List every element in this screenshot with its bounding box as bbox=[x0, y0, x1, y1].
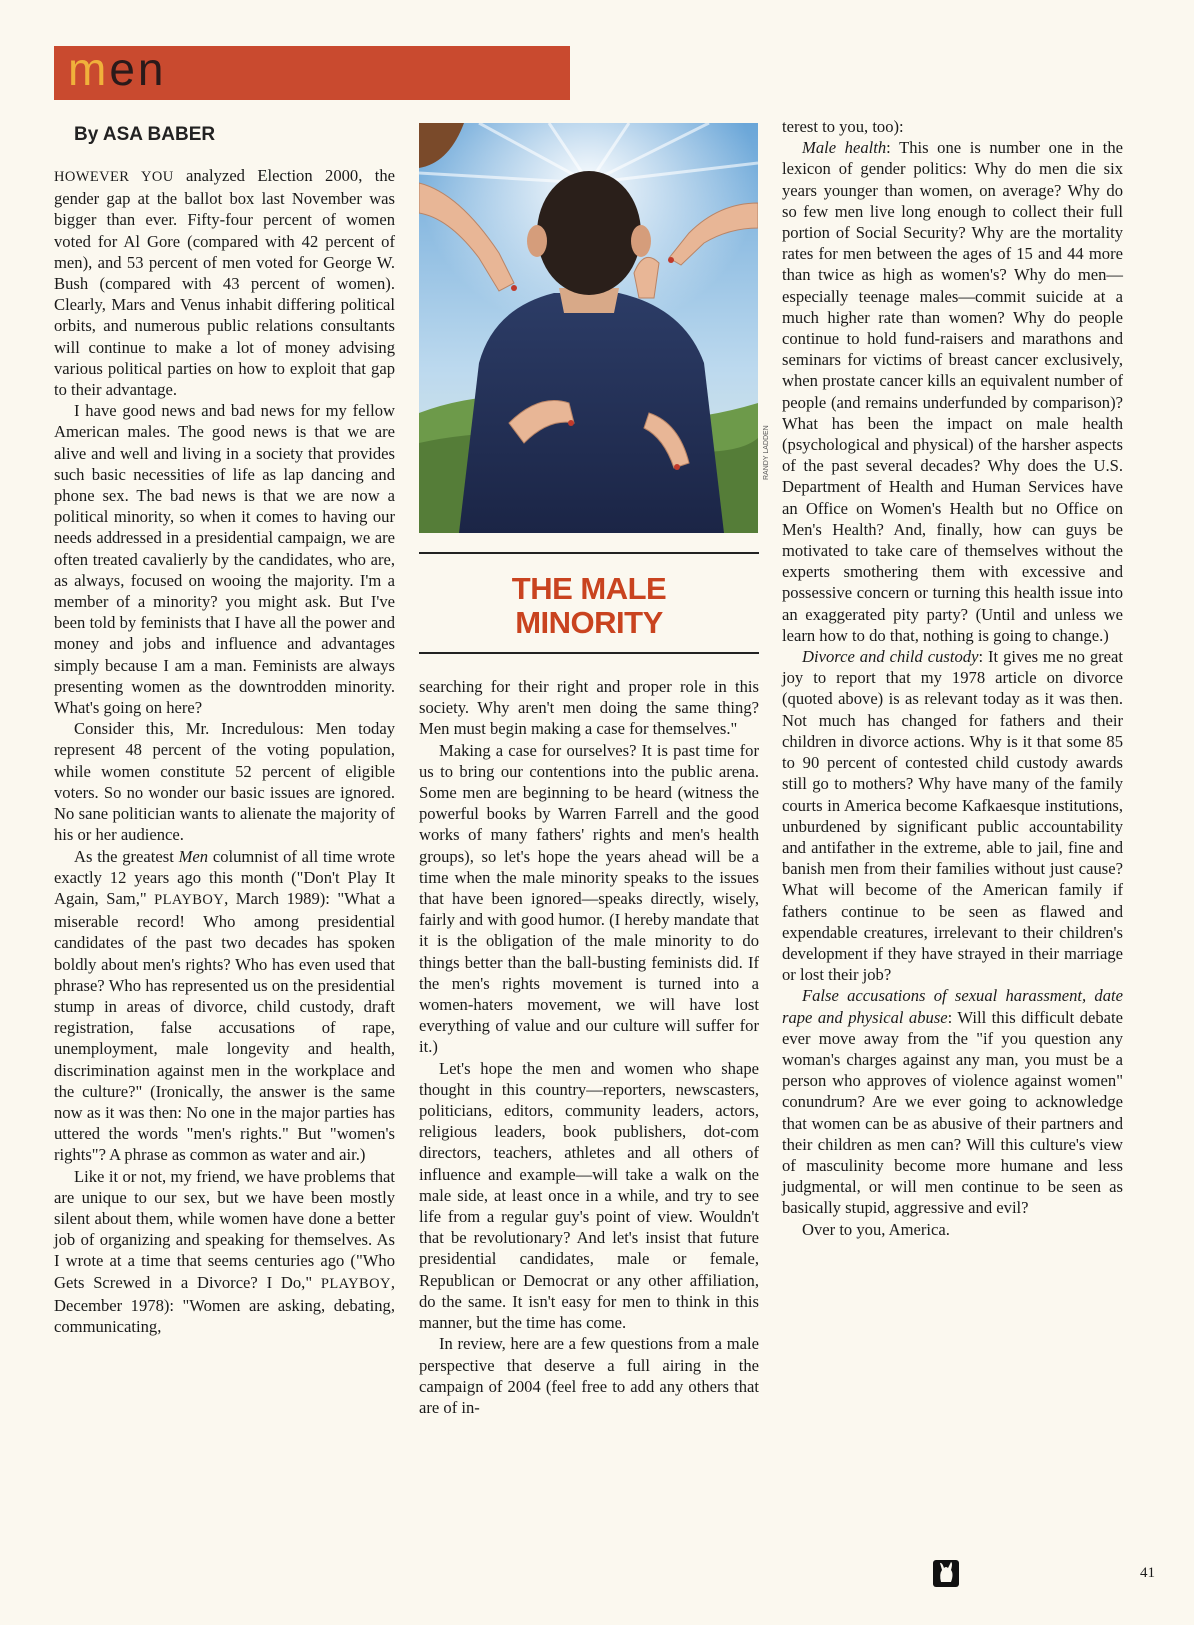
rabbit-head-logo-icon bbox=[933, 1560, 959, 1587]
article-column-3 bbox=[782, 116, 1123, 1240]
paragraph: Consider this, Mr. Incredulous: Men today represent 48 percent of the voting population, while women constitute 52 percent of eligible voters. So no wonder our basic issues are ignored. No sane politician wants to alienate the majority of his or her audience. bbox=[54, 719, 395, 845]
paragraph: HOWEVER YOU analyzed Election 2000, the gender gap at the ballot box last November was bigger than ever. Fifty-four percent of women voted for Al Gore (compared with 42 percent of men), and 53 percent of men voted for George W. Bush (compared with 43 percent of women). Clearly, Mars and Venus inhabit differing political orbits, and numerous public relations consultants will continue to make a lot of money advising various political parties on how to exploit that gap to their advantage. bbox=[54, 166, 396, 400]
paragraph: False accusations of sexual harassment, date rape and physical abuse: Will this difficult debate ever move away from the "if you question any woman's charges against any man, you must be a person who approves of violence against women" conundrum? Are we ever going to acknowledge that women can be as abusive of their partners and their children as men can? Will this culture's view of masculinity become more humane and less judgmental, or will men continue to be seen as basically stupid, aggressive and evil? bbox=[782, 986, 1123, 1218]
paragraph: In review, here are a few questions from a male perspective that deserve a full airing in the campaign of 2004 (feel free to add any others that are of in- bbox=[419, 1334, 759, 1417]
paragraph: terest to you, too): bbox=[782, 117, 904, 136]
paragraph: Like it or not, my friend, we have problems that are unique to our sex, but we have been mostly silent about them, while women have done a better job of organizing and speaking for themselves. As I wrote at a time that seems centuries ago ("Who Gets Screwed in a Divorce? I Do," PLAYBOY, December 1978): "Women are asking, debating, communicating, bbox=[54, 1166, 395, 1336]
article-headline: THE MALE MINORITY bbox=[511, 571, 667, 640]
headline-rule-top bbox=[419, 552, 759, 554]
paragraph: I have good news and bad news for my fellow American males. The good news is that we are alive and well and living in a society that provides such basic necessities of life as lap dancing and phone sex. The bad news is that we are now a political minority, so when it comes to having our needs addressed in a presidential campaign, we are often treated cavalierly by the candidates, who are, as always, focused on wooing the majority. I'm a member of a minority? you might ask. But I've been told by feminists that I have all the power and money and jobs and influence and advantages simply because I am a man. Feminists are always presenting women as the downtrodden minority. What's going on here? bbox=[54, 401, 395, 718]
section-title: men bbox=[68, 43, 167, 95]
illustration-credit: RANDY LADDEN bbox=[763, 425, 770, 480]
article-column-1 bbox=[54, 165, 395, 1337]
page-number: 41 bbox=[1140, 1565, 1155, 1581]
paragraph: As the greatest Men columnist of all time wrote exactly 12 years ago this month ("Don't Play It Again, Sam," PLAYBOY, March 1989): "What a miserable record! Who among presidential candidates of the past two decades has spoken boldly about men's rights? Who has even used that phrase? Who has represented us on the presidential stump in areas of divorce, child custody, draft registration, false accusations of rape, unemployment, male longevity and health, discrimination against men in the workplace and the culture?" (Ironically, the answer is the same now as it was then: No one in the major parties has uttered the words "men's rights." But "women's rights"? A phrase as common as water and air.) bbox=[54, 846, 396, 1165]
illustration-art bbox=[419, 123, 758, 533]
paragraph: Divorce and child custody: It gives me no great joy to report that my 1978 article on divorce (quoted above) is as relevant today as it was then. Not much has changed for fathers and their children in divorce actions. Why is it that some 85 to 90 percent of contested child custody awards still go to mothers? Why have many of the family courts in America become Kafkaesque institutions, unburdened by significant public accountability and antifather in the extreme, able to jail, fine and banish men from their families without just cause? What will become of the American family if fathers continue to be seen as flawed and expendable creatures, irrelevant to their children's development if they have strayed in their marriage or lost their job? bbox=[782, 647, 1123, 985]
byline: By ASA BABER bbox=[74, 124, 216, 145]
paragraph: searching for their right and proper role in this society. Why aren't men doing the same thing? Men must begin making a case for themselves." bbox=[419, 677, 759, 739]
paragraph: Let's hope the men and women who shape thought in this country—reporters, newscasters, politicians, editors, community leaders, actors, religious leaders, book publishers, dot-com directors, teachers, athletes and all others of influence and example—will take a walk on the male side, at least once in a while, and try to see life from a regular guy's point of view. Wouldn't that be revolutionary? And let's insist that future presidential candidates, male or female, Republican or Democrat or any other affiliation, do the same. It isn't easy for men to think in this manner, but the time has come. bbox=[419, 1058, 759, 1333]
paragraph: Making a case for ourselves? It is past time for us to bring our contentions into the public arena. Some men are beginning to be heard (witness the powerful books by Warren Farrell and the good works of many fathers' rights and men's health groups), so let's hope the years ahead will be a time when the male minority speaks to the issues that have been ignored—speaks directly, wisely, fairly and with good humor. (I hereby mandate that it is the obligation of the male minority to do things better than the ball-busting feminists did. If the men's rights movement is turned into a women-haters movement, we will have lost everything of value and our culture will suffer for it.) bbox=[419, 740, 759, 1057]
article-column-2 bbox=[419, 676, 759, 1418]
headline-rule-bottom bbox=[419, 652, 759, 654]
paragraph: Over to you, America. bbox=[802, 1219, 950, 1239]
paragraph: Male health: This one is number one in the lexicon of gender politics: Why do men die six years younger than women, on average? Why do so few men live long enough to collect their full portion of Social Security? Why are the mortality rates for men between the ages of 15 and 44 more than twice as high as women's? Why do men—especially teenage males—commit suicide at a much higher rate than women? Why do people continue to hold fund-raisers and marathons and seminars for victims of breast cancer exclusively, when prostate cancer kills an equivalent number of people (and remains underfunded by comparison)? What has been the impact on male health (psychological and physical) of the harsher aspects of the past several decades? Why does the U.S. Department of Health and Human Services have an Office on Women's Health but no Office on Men's Health? And, finally, how can guys be motivated to take care of themselves without the experts smothering them with excessive and possessive concern or turning this health issue into an exaggerated pity party? (Until and unless we learn how to do that, nothing is going to change.) bbox=[782, 138, 1123, 645]
section-banner bbox=[54, 43, 570, 100]
article-illustration bbox=[419, 123, 758, 533]
